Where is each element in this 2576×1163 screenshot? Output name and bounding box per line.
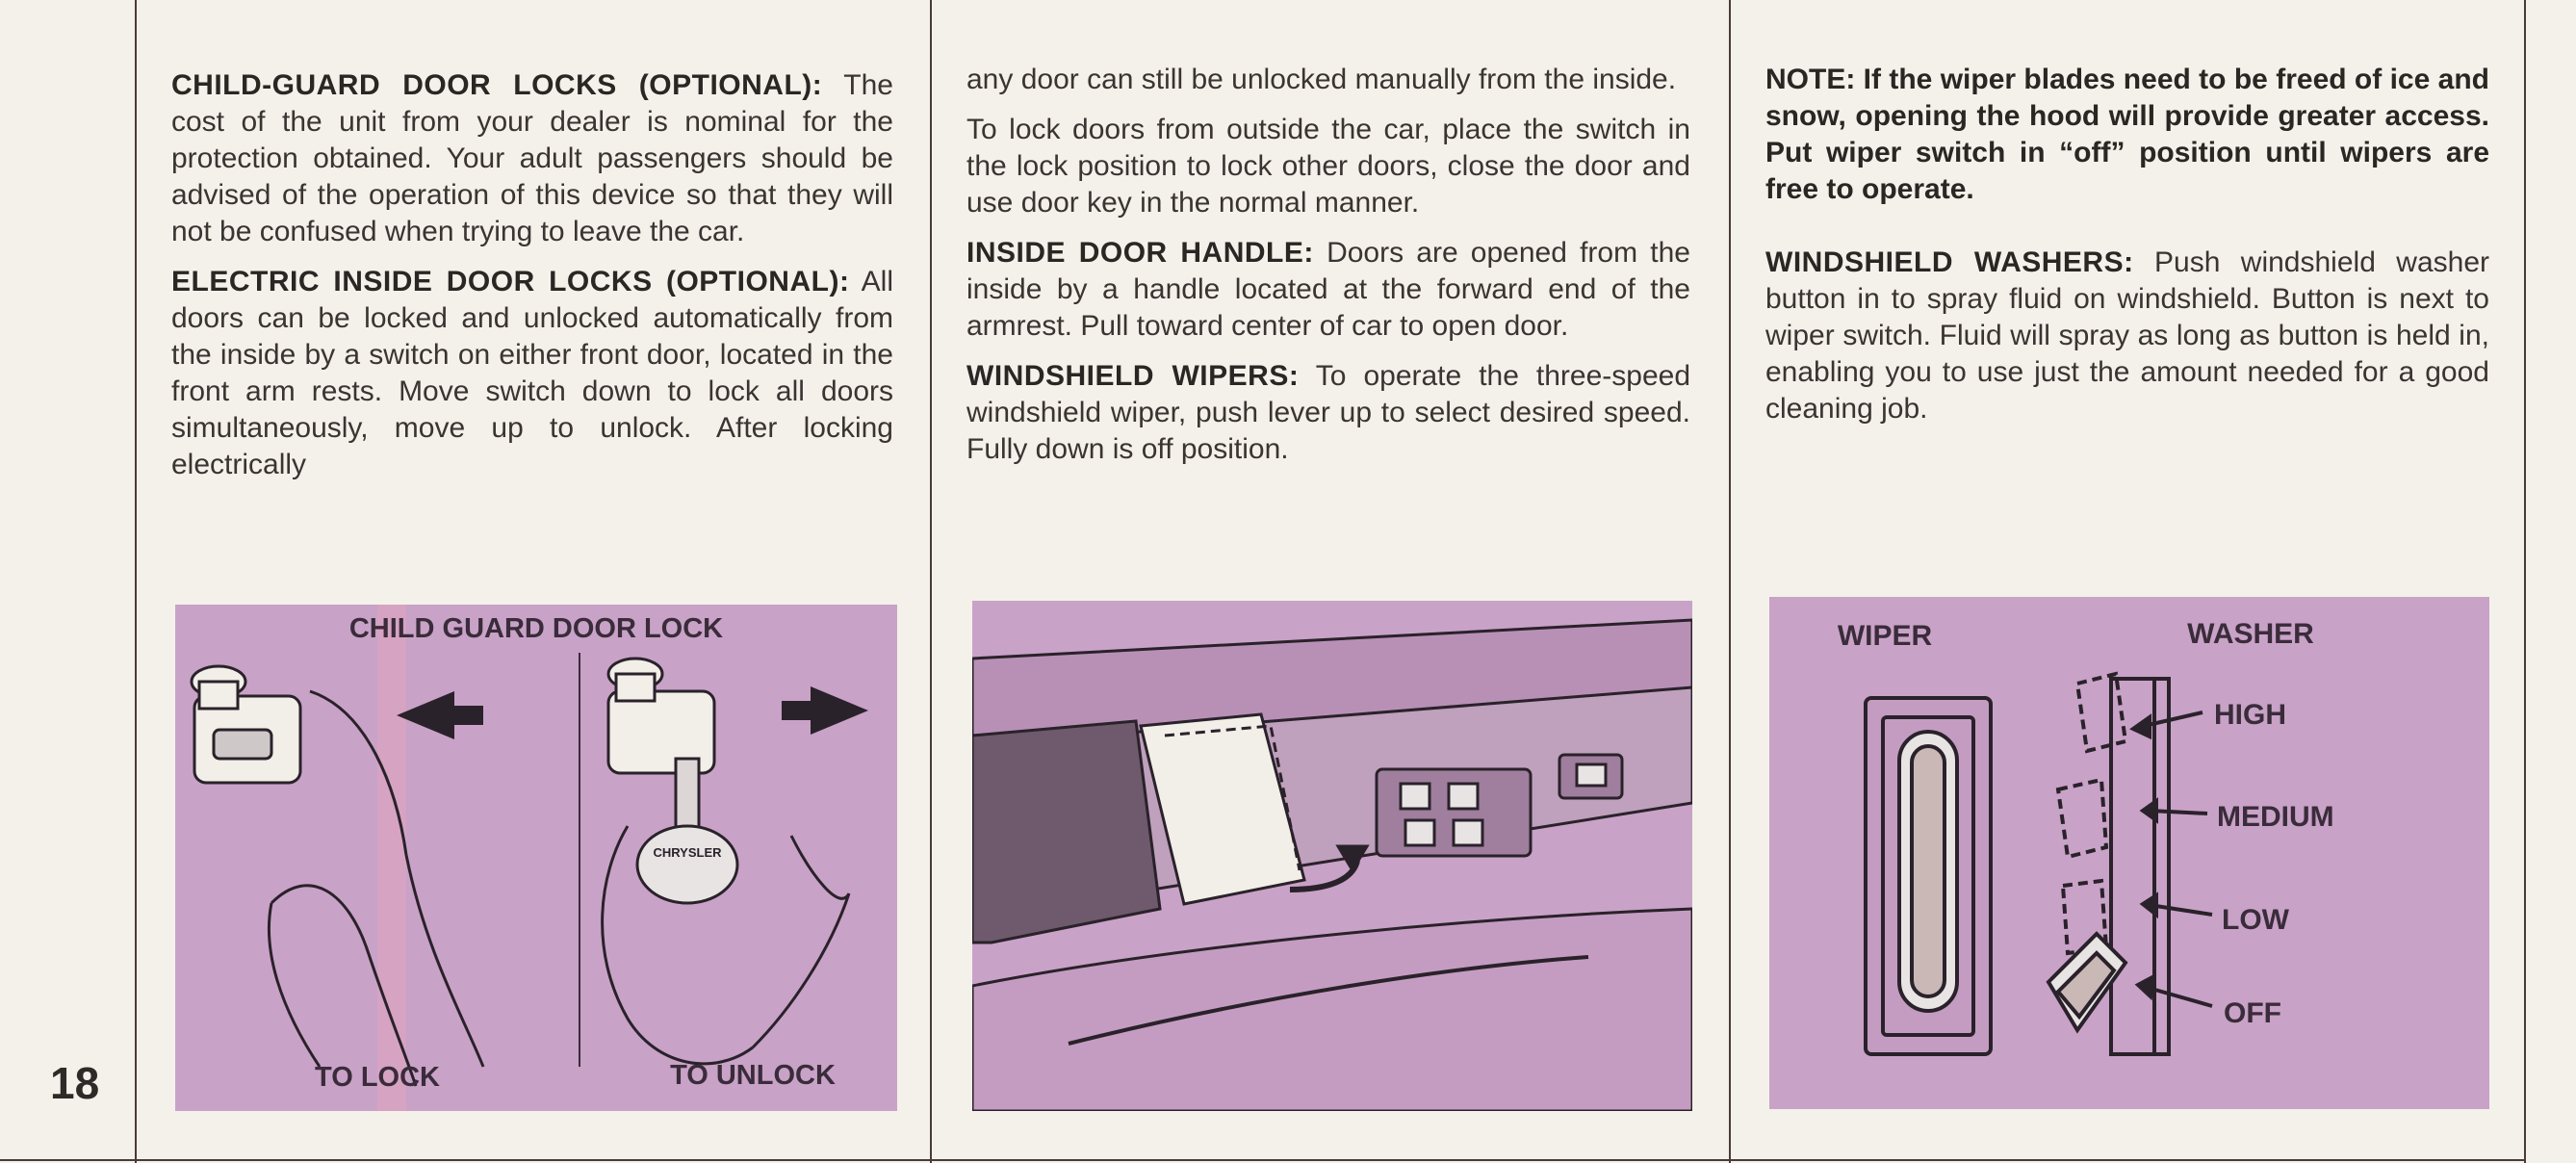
lock-with-key-icon: [608, 659, 737, 903]
armrest-pad-icon: [972, 721, 1160, 943]
armrest-figure: [972, 601, 1692, 1111]
wipers-paragraph: [966, 358, 1690, 468]
arrow-left-icon: [397, 691, 483, 739]
wiper-washer-illustration: [1769, 597, 2489, 1109]
child-guard-text: The cost of the unit from your dealer is nominal for the protection obtained. Your adult passengers should be advised of the operation of this device so that they will not be confused when trying to leave the car.: [171, 69, 893, 247]
medium-label: MEDIUM: [2217, 801, 2334, 833]
page-number: 18: [50, 1058, 100, 1108]
column-3: [1765, 62, 2489, 441]
child-guard-title: CHILD GUARD DOOR LOCK: [348, 613, 724, 644]
column-2: [966, 62, 1690, 481]
lock-mechanism-icon: [192, 666, 300, 783]
door-handle-text: Doors are opened from the inside by a handle located at the forward end of the armrest. Pull toward center of car to open door.: [966, 237, 1690, 342]
washer-label: WASHER: [2187, 618, 2314, 650]
electric-locks-heading: ELECTRIC INSIDE DOOR LOCKS (OPTIONAL):: [171, 266, 850, 297]
column-1: [171, 67, 893, 497]
column-divider-center-left: [930, 0, 932, 1163]
child-guard-heading: CHILD-GUARD DOOR LOCKS (OPTIONAL):: [171, 69, 823, 101]
washers-text: Push windshield washer button in to spray fluid on windshield. Button is next to wiper switch. Fluid will spray as long as button is held in, enabling you to use just the amount needed for a good cleaning job.: [1765, 246, 2489, 425]
child-guard-illustration: [175, 605, 897, 1111]
wiper-note: NOTE: If the wiper blades need to be freed of ice and snow, opening the hood will provide greater access. Put wiper switch in “off” position until wipers are free to operate.: [1765, 64, 2489, 205]
door-handle-heading: INSIDE DOOR HANDLE:: [966, 237, 1314, 269]
washers-heading: WINDSHIELD WASHERS:: [1765, 246, 2134, 278]
column-divider-center-right: [1729, 0, 1731, 1163]
unlock-manually-paragraph: any door can still be unlocked manually from the inside.: [966, 64, 1677, 95]
lock-outside-paragraph: To lock doors from outside the car, place the switch in the lock position to lock other doors, close the door and use door key in the normal manner.: [966, 114, 1690, 219]
to-lock-caption: TO LOCK: [315, 1062, 440, 1093]
wipers-heading: WINDSHIELD WIPERS:: [966, 360, 1300, 392]
column-divider-left: [135, 0, 137, 1163]
key-brand-text: CHRYSLER: [653, 845, 722, 860]
washer-button-icon: [1866, 698, 1991, 1054]
low-label: LOW: [2222, 904, 2289, 936]
page-bottom-rule: [0, 1159, 2526, 1161]
arrow-right-icon: [782, 686, 868, 735]
off-label: OFF: [2224, 997, 2281, 1029]
wiper-washer-figure: [1769, 597, 2489, 1109]
armrest-illustration: [972, 601, 1692, 1111]
speed-arrows: [2133, 712, 2212, 1006]
page-edge-right: [2524, 0, 2526, 1163]
to-unlock-caption: TO UNLOCK: [670, 1060, 836, 1091]
child-guard-figure: [175, 605, 897, 1111]
electric-locks-paragraph: [171, 264, 893, 483]
high-label: HIGH: [2214, 699, 2286, 731]
child-guard-paragraph: [171, 67, 893, 250]
wipers-text: To operate the three-speed windshield wiper, push lever up to select desired speed. Fully down is off position.: [966, 360, 1690, 465]
electric-locks-text: All doors can be locked and unlocked automatically from the inside by a switch on either front door, located in the front arm rests. Move switch down to lock all doors simultaneously, move up to unlock. After locking electrically: [171, 266, 894, 480]
wiper-label: WIPER: [1837, 620, 1933, 652]
door-handle-paragraph: [966, 235, 1690, 345]
washers-paragraph: [1765, 245, 2489, 427]
